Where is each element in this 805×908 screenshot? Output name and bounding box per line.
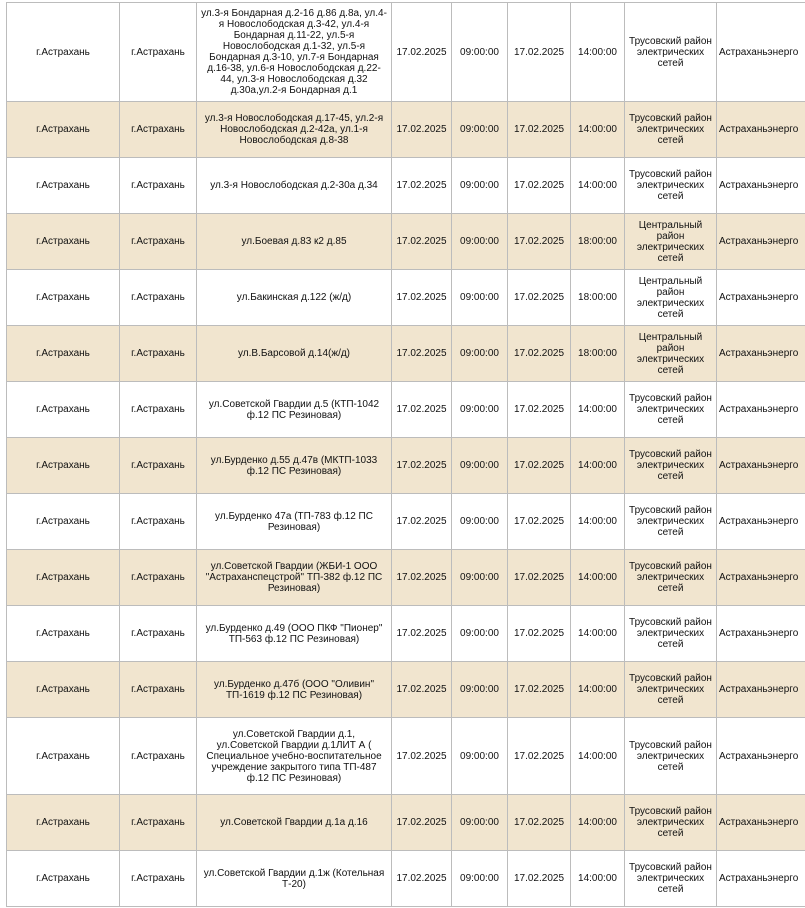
- start-time-cell: 09:00:00: [452, 158, 508, 214]
- district-cell: Центральный район электрических сетей: [625, 214, 717, 270]
- end-date-cell: 17.02.2025: [508, 851, 571, 907]
- district-cell: Трусовский район электрических сетей: [625, 606, 717, 662]
- start-date-cell: 17.02.2025: [392, 382, 452, 438]
- company-cell: Астраханьэнерго: [717, 158, 805, 214]
- city-cell: г.Астрахань: [120, 662, 197, 718]
- start-date-cell: 17.02.2025: [392, 718, 452, 795]
- end-time-cell: 14:00:00: [571, 550, 625, 606]
- city-cell: г.Астрахань: [120, 438, 197, 494]
- city-cell: г.Астрахань: [120, 158, 197, 214]
- end-date-cell: 17.02.2025: [508, 382, 571, 438]
- company-cell: Астраханьэнерго: [717, 326, 805, 382]
- end-time-cell: 14:00:00: [571, 3, 625, 102]
- address-cell: ул.В.Барсовой д.14(ж/д): [197, 326, 392, 382]
- company-cell: Астраханьэнерго: [717, 795, 805, 851]
- end-time-cell: 14:00:00: [571, 158, 625, 214]
- end-time-cell: 14:00:00: [571, 494, 625, 550]
- company-cell: Астраханьэнерго: [717, 3, 805, 102]
- address-cell: ул.Советской Гвардии д.1а д.16: [197, 795, 392, 851]
- table-row: [7, 494, 805, 550]
- start-time-cell: 09:00:00: [452, 326, 508, 382]
- start-date-cell: 17.02.2025: [392, 795, 452, 851]
- address-cell: ул.Бурденко д.55 д.47в (МКТП-1033 ф.12 ПС Резиновая): [197, 438, 392, 494]
- start-date-cell: 17.02.2025: [392, 214, 452, 270]
- region-cell: г.Астрахань: [7, 382, 120, 438]
- region-cell: г.Астрахань: [7, 494, 120, 550]
- region-cell: г.Астрахань: [7, 550, 120, 606]
- start-date-cell: 17.02.2025: [392, 494, 452, 550]
- table-row: [7, 662, 805, 718]
- start-time-cell: 09:00:00: [452, 851, 508, 907]
- district-cell: Трусовский район электрических сетей: [625, 494, 717, 550]
- end-date-cell: 17.02.2025: [508, 270, 571, 326]
- end-time-cell: 14:00:00: [571, 718, 625, 795]
- start-date-cell: 17.02.2025: [392, 270, 452, 326]
- table-row: [7, 270, 805, 326]
- start-time-cell: 09:00:00: [452, 102, 508, 158]
- end-date-cell: 17.02.2025: [508, 606, 571, 662]
- city-cell: г.Астрахань: [120, 214, 197, 270]
- end-date-cell: 17.02.2025: [508, 102, 571, 158]
- end-time-cell: 18:00:00: [571, 326, 625, 382]
- start-date-cell: 17.02.2025: [392, 662, 452, 718]
- company-cell: Астраханьэнерго: [717, 270, 805, 326]
- end-date-cell: 17.02.2025: [508, 326, 571, 382]
- end-date-cell: 17.02.2025: [508, 438, 571, 494]
- start-date-cell: 17.02.2025: [392, 438, 452, 494]
- address-cell: ул.3-я Новослободская д.17-45, ул.2-я Новослободская д.2-42а, ул.1-я Новослободская д.8-38: [197, 102, 392, 158]
- region-cell: г.Астрахань: [7, 326, 120, 382]
- city-cell: г.Астрахань: [120, 102, 197, 158]
- start-time-cell: 09:00:00: [452, 382, 508, 438]
- address-cell: ул.Боевая д.83 к2 д.85: [197, 214, 392, 270]
- company-cell: Астраханьэнерго: [717, 214, 805, 270]
- start-date-cell: 17.02.2025: [392, 550, 452, 606]
- region-cell: г.Астрахань: [7, 662, 120, 718]
- city-cell: г.Астрахань: [120, 795, 197, 851]
- district-cell: Центральный район электрических сетей: [625, 270, 717, 326]
- district-cell: Трусовский район электрических сетей: [625, 382, 717, 438]
- company-cell: Астраханьэнерго: [717, 851, 805, 907]
- city-cell: г.Астрахань: [120, 270, 197, 326]
- district-cell: Трусовский район электрических сетей: [625, 550, 717, 606]
- address-cell: ул.Бурденко д.49 (ООО ПКФ "Пионер" ТП-563 ф.12 ПС Резиновая): [197, 606, 392, 662]
- city-cell: г.Астрахань: [120, 718, 197, 795]
- end-date-cell: 17.02.2025: [508, 3, 571, 102]
- address-cell: ул.Бакинская д.122 (ж/д): [197, 270, 392, 326]
- outage-table: [6, 2, 805, 907]
- district-cell: Трусовский район электрических сетей: [625, 795, 717, 851]
- address-cell: ул.Советской Гвардии (ЖБИ-1 ООО "Астраханспецстрой" ТП-382 ф.12 ПС Резиновая): [197, 550, 392, 606]
- start-time-cell: 09:00:00: [452, 270, 508, 326]
- district-cell: Трусовский район электрических сетей: [625, 158, 717, 214]
- table-row: [7, 382, 805, 438]
- end-date-cell: 17.02.2025: [508, 158, 571, 214]
- table-row: [7, 326, 805, 382]
- region-cell: г.Астрахань: [7, 270, 120, 326]
- region-cell: г.Астрахань: [7, 3, 120, 102]
- table-row: [7, 851, 805, 907]
- start-time-cell: 09:00:00: [452, 795, 508, 851]
- company-cell: Астраханьэнерго: [717, 550, 805, 606]
- address-cell: ул.Бурденко 47а (ТП-783 ф.12 ПС Резиновая): [197, 494, 392, 550]
- company-cell: Астраханьэнерго: [717, 606, 805, 662]
- start-time-cell: 09:00:00: [452, 662, 508, 718]
- end-time-cell: 14:00:00: [571, 438, 625, 494]
- start-time-cell: 09:00:00: [452, 3, 508, 102]
- address-cell: ул.Советской Гвардии д.1, ул.Советской Гвардии д.1ЛИТ А ( Специальное учебно-воспитательное учреждение закрытого типа ТП-487 ф.12 ПС Резиновая): [197, 718, 392, 795]
- start-time-cell: 09:00:00: [452, 438, 508, 494]
- start-time-cell: 09:00:00: [452, 550, 508, 606]
- end-time-cell: 14:00:00: [571, 606, 625, 662]
- city-cell: г.Астрахань: [120, 851, 197, 907]
- district-cell: Трусовский район электрических сетей: [625, 718, 717, 795]
- city-cell: г.Астрахань: [120, 606, 197, 662]
- city-cell: г.Астрахань: [120, 494, 197, 550]
- end-date-cell: 17.02.2025: [508, 214, 571, 270]
- region-cell: г.Астрахань: [7, 158, 120, 214]
- region-cell: г.Астрахань: [7, 795, 120, 851]
- district-cell: Трусовский район электрических сетей: [625, 3, 717, 102]
- district-cell: Трусовский район электрических сетей: [625, 102, 717, 158]
- end-date-cell: 17.02.2025: [508, 494, 571, 550]
- table-row: [7, 3, 805, 102]
- table-body: [7, 3, 805, 907]
- start-date-cell: 17.02.2025: [392, 606, 452, 662]
- end-time-cell: 14:00:00: [571, 662, 625, 718]
- city-cell: г.Астрахань: [120, 3, 197, 102]
- start-date-cell: 17.02.2025: [392, 851, 452, 907]
- start-time-cell: 09:00:00: [452, 214, 508, 270]
- end-time-cell: 14:00:00: [571, 851, 625, 907]
- table-row: [7, 102, 805, 158]
- company-cell: Астраханьэнерго: [717, 102, 805, 158]
- table-row: [7, 438, 805, 494]
- start-time-cell: 09:00:00: [452, 718, 508, 795]
- region-cell: г.Астрахань: [7, 606, 120, 662]
- address-cell: ул.Бурденко д.47б (ООО "Оливин" ТП-1619 ф.12 ПС Резиновая): [197, 662, 392, 718]
- region-cell: г.Астрахань: [7, 438, 120, 494]
- region-cell: г.Астрахань: [7, 718, 120, 795]
- end-time-cell: 18:00:00: [571, 270, 625, 326]
- table-row: [7, 214, 805, 270]
- end-date-cell: 17.02.2025: [508, 795, 571, 851]
- end-time-cell: 18:00:00: [571, 214, 625, 270]
- region-cell: г.Астрахань: [7, 214, 120, 270]
- end-time-cell: 14:00:00: [571, 795, 625, 851]
- start-time-cell: 09:00:00: [452, 494, 508, 550]
- start-time-cell: 09:00:00: [452, 606, 508, 662]
- company-cell: Астраханьэнерго: [717, 718, 805, 795]
- city-cell: г.Астрахань: [120, 326, 197, 382]
- table-row: [7, 550, 805, 606]
- end-time-cell: 14:00:00: [571, 102, 625, 158]
- address-cell: ул.3-я Новослободская д.2-30а д.34: [197, 158, 392, 214]
- end-time-cell: 14:00:00: [571, 382, 625, 438]
- region-cell: г.Астрахань: [7, 851, 120, 907]
- address-cell: ул.3-я Бондарная д.2-16 д.86 д.8а, ул.4-я Новослободская д.3-42, ул.4-я Бондарная д.11-22, ул.5-я Новослободская д.1-32, ул.5-я Бондарная д.3-10, ул.7-я Бондарная д.16-38, ул.6-я Новослободская д.22-44, ул.3-я Новослободская д.32 д.30а,ул.2-я Бондарная д.1: [197, 3, 392, 102]
- company-cell: Астраханьэнерго: [717, 494, 805, 550]
- table-row: [7, 606, 805, 662]
- start-date-cell: 17.02.2025: [392, 3, 452, 102]
- start-date-cell: 17.02.2025: [392, 326, 452, 382]
- outage-schedule: [6, 2, 805, 907]
- end-date-cell: 17.02.2025: [508, 550, 571, 606]
- table-row: [7, 795, 805, 851]
- start-date-cell: 17.02.2025: [392, 102, 452, 158]
- end-date-cell: 17.02.2025: [508, 718, 571, 795]
- region-cell: г.Астрахань: [7, 102, 120, 158]
- address-cell: ул.Советской Гвардии д.1ж (Котельная Т-20): [197, 851, 392, 907]
- company-cell: Астраханьэнерго: [717, 438, 805, 494]
- city-cell: г.Астрахань: [120, 550, 197, 606]
- table-row: [7, 158, 805, 214]
- end-date-cell: 17.02.2025: [508, 662, 571, 718]
- company-cell: Астраханьэнерго: [717, 382, 805, 438]
- district-cell: Центральный район электрических сетей: [625, 326, 717, 382]
- company-cell: Астраханьэнерго: [717, 662, 805, 718]
- address-cell: ул.Советской Гвардии д.5 (КТП-1042 ф.12 ПС Резиновая): [197, 382, 392, 438]
- district-cell: Трусовский район электрических сетей: [625, 851, 717, 907]
- start-date-cell: 17.02.2025: [392, 158, 452, 214]
- city-cell: г.Астрахань: [120, 382, 197, 438]
- district-cell: Трусовский район электрических сетей: [625, 662, 717, 718]
- table-row: [7, 718, 805, 795]
- district-cell: Трусовский район электрических сетей: [625, 438, 717, 494]
